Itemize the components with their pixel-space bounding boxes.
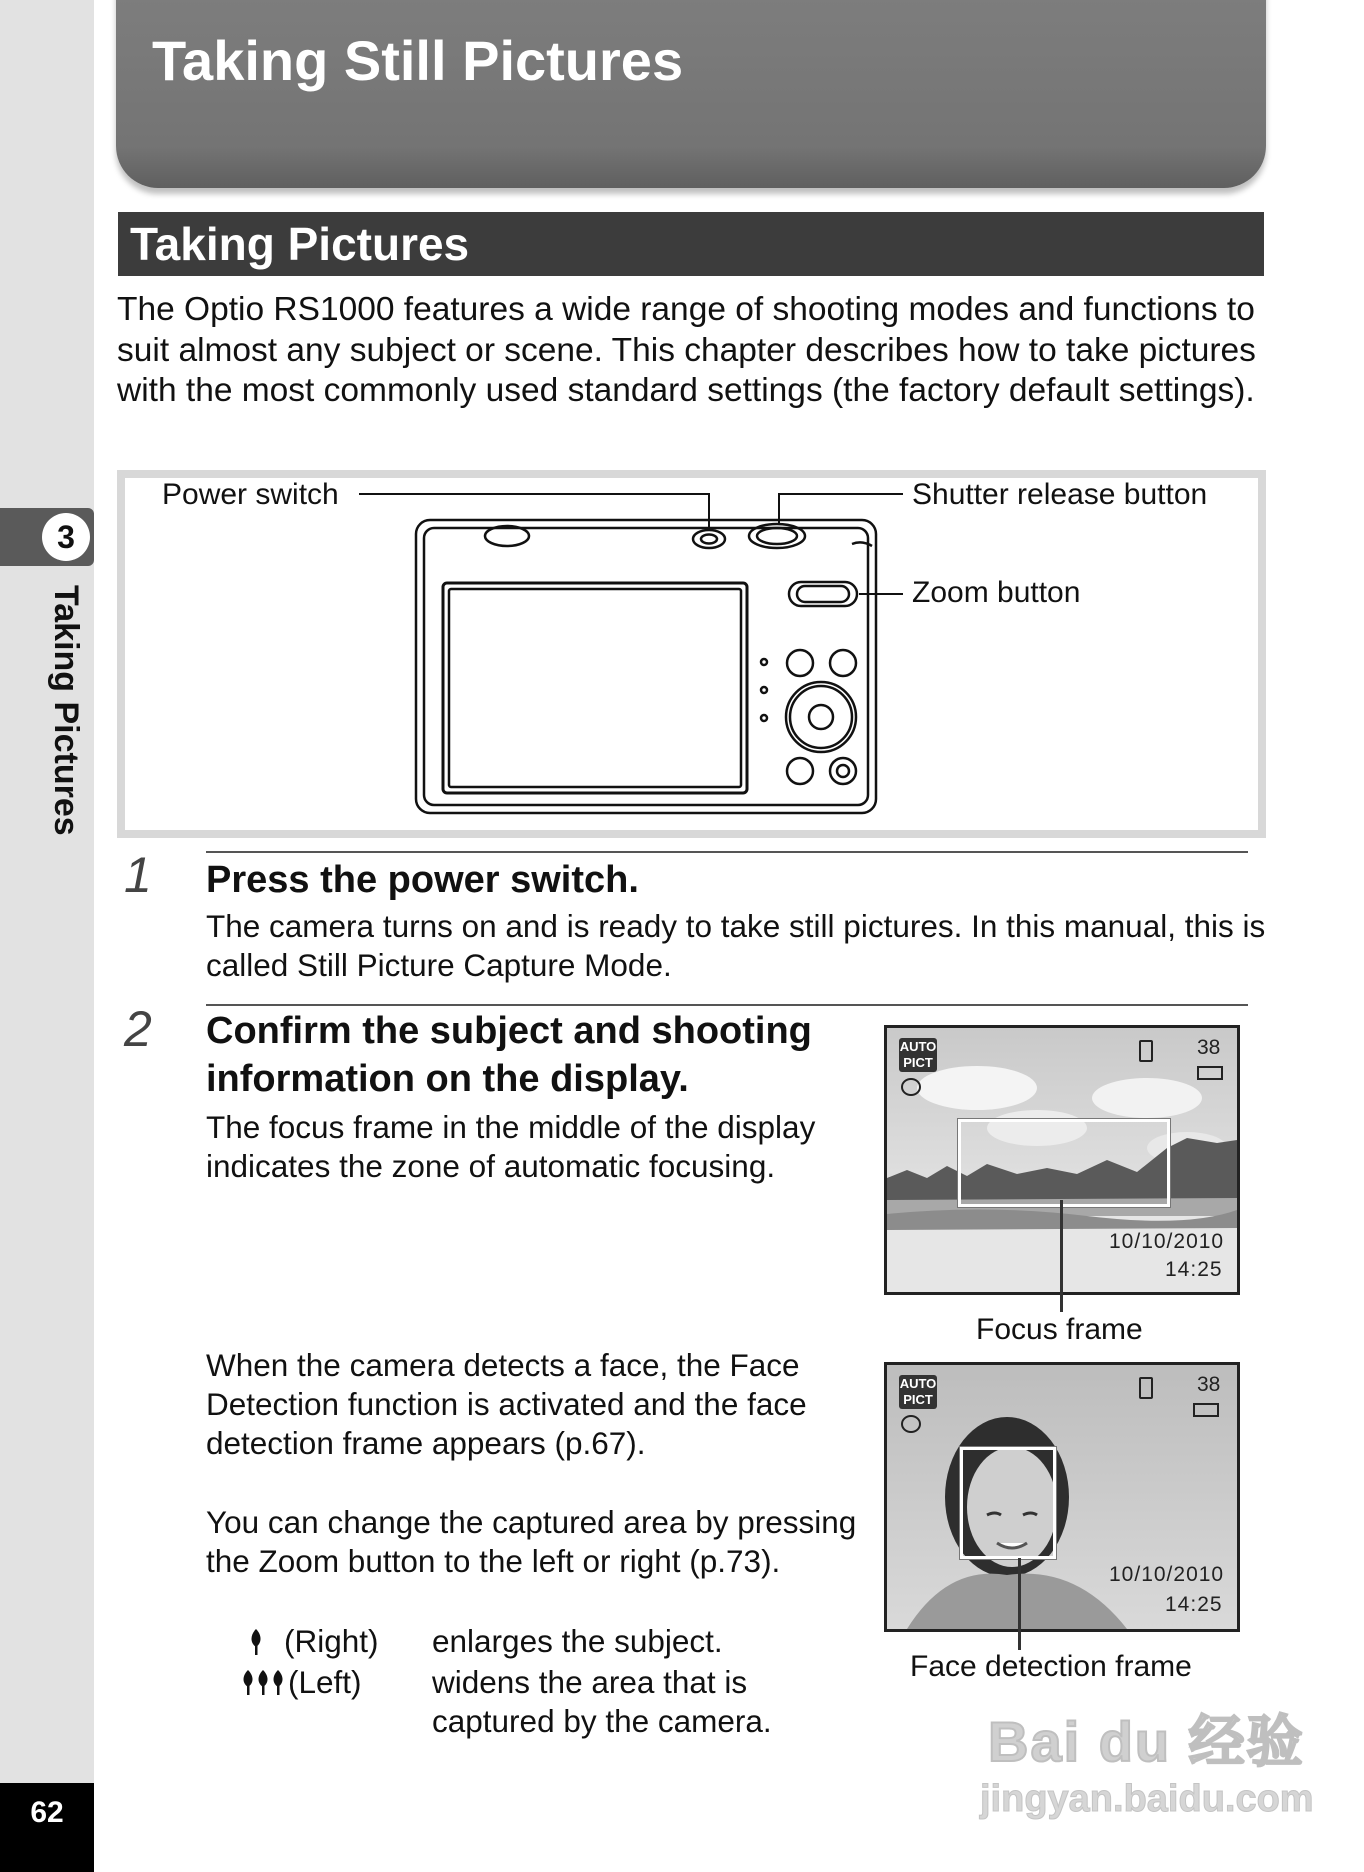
side-chapter-label: Taking Pictures <box>47 585 85 836</box>
tele-zoom-icon <box>246 1627 266 1659</box>
screen-time-2: 14:25 <box>1165 1593 1223 1616</box>
face-detect-icon-2 <box>901 1415 921 1433</box>
memory-card-icon <box>1139 1040 1153 1062</box>
step2-rule <box>206 1004 1248 1006</box>
mode-bottom: PICT <box>903 1055 933 1070</box>
step1-body: The camera turns on and is ready to take still pictures. In this manual, this is called Still Picture Capture Mode. <box>206 908 1266 983</box>
shutter-release-label: Shutter release button <box>912 478 1208 511</box>
side-rail <box>0 0 94 1872</box>
screen-date: 10/10/2010 <box>1109 1230 1225 1253</box>
intro-paragraph: The Optio RS1000 features a wide range of shooting modes and functions to suit almost any subject or scene. This chapter describes how to take pictures with the most commonly used standard settings (the factory default settings). <box>117 291 1256 409</box>
mode-bottom-2: PICT <box>903 1392 933 1407</box>
screen-date-2: 10/10/2010 <box>1109 1563 1225 1586</box>
zoom-button-label: Zoom button <box>912 576 1081 609</box>
battery-icon-2 <box>1193 1403 1219 1417</box>
face-detect-icon <box>901 1078 921 1096</box>
section-title: Taking Pictures <box>130 218 470 270</box>
mode-top: AUTO <box>899 1039 937 1054</box>
face-detection-frame <box>960 1447 1056 1559</box>
chapter-number: 3 <box>42 513 90 561</box>
zoom-left-desc-cont: captured by the camera. <box>432 1703 772 1739</box>
step2-focus-text: The focus frame in the middle of the display indicates the zone of automatic focusing. <box>206 1109 816 1184</box>
portrait-scene <box>887 1365 1237 1629</box>
step2-title-line2: information on the display. <box>206 1058 689 1100</box>
mode-top-2: AUTO <box>899 1376 937 1391</box>
focus-frame-leader <box>1060 1200 1063 1312</box>
battery-icon <box>1197 1066 1223 1080</box>
watermark-logo: Bai du 经验 <box>988 1710 1305 1773</box>
step1-rule <box>206 851 1248 853</box>
face-frame-leader <box>1018 1558 1021 1650</box>
wide-zoom-icon <box>240 1668 288 1700</box>
step1-title: Press the power switch. <box>206 859 639 901</box>
watermark-url: jingyan.baidu.com <box>980 1778 1314 1820</box>
face-detection-screen <box>884 1362 1240 1632</box>
camera-illustration <box>117 470 1267 840</box>
zoom-left-key: (Left) <box>288 1664 362 1700</box>
shots-remaining-2: 38 <box>1197 1373 1221 1396</box>
step2-face-text: When the camera detects a face, the Face Detection function is activated and the face detection frame appears (p.67). <box>206 1347 807 1461</box>
shots-remaining: 38 <box>1197 1036 1221 1059</box>
face-detection-caption: Face detection frame <box>910 1650 1192 1683</box>
memory-card-icon-2 <box>1139 1377 1153 1399</box>
zoom-right-desc: enlarges the subject. <box>432 1623 723 1659</box>
focus-frame <box>958 1119 1170 1207</box>
chapter-title: Taking Still Pictures <box>152 29 684 92</box>
page-number: 62 <box>30 1796 64 1829</box>
auto-pict-icon <box>899 1038 937 1072</box>
power-switch-label: Power switch <box>162 478 339 511</box>
auto-pict-icon-2 <box>899 1375 937 1409</box>
step1-number: 1 <box>124 847 152 903</box>
step2-number: 2 <box>124 1001 152 1057</box>
screen-time: 14:25 <box>1165 1258 1223 1281</box>
step2-zoom-text: You can change the captured area by pressing the Zoom button to the left or right (p.73). <box>206 1504 857 1579</box>
zoom-right-key: (Right) <box>284 1623 379 1659</box>
focus-frame-caption: Focus frame <box>976 1313 1143 1346</box>
zoom-left-desc: widens the area that is <box>432 1664 748 1700</box>
step2-title-line1: Confirm the subject and shooting <box>206 1010 812 1052</box>
